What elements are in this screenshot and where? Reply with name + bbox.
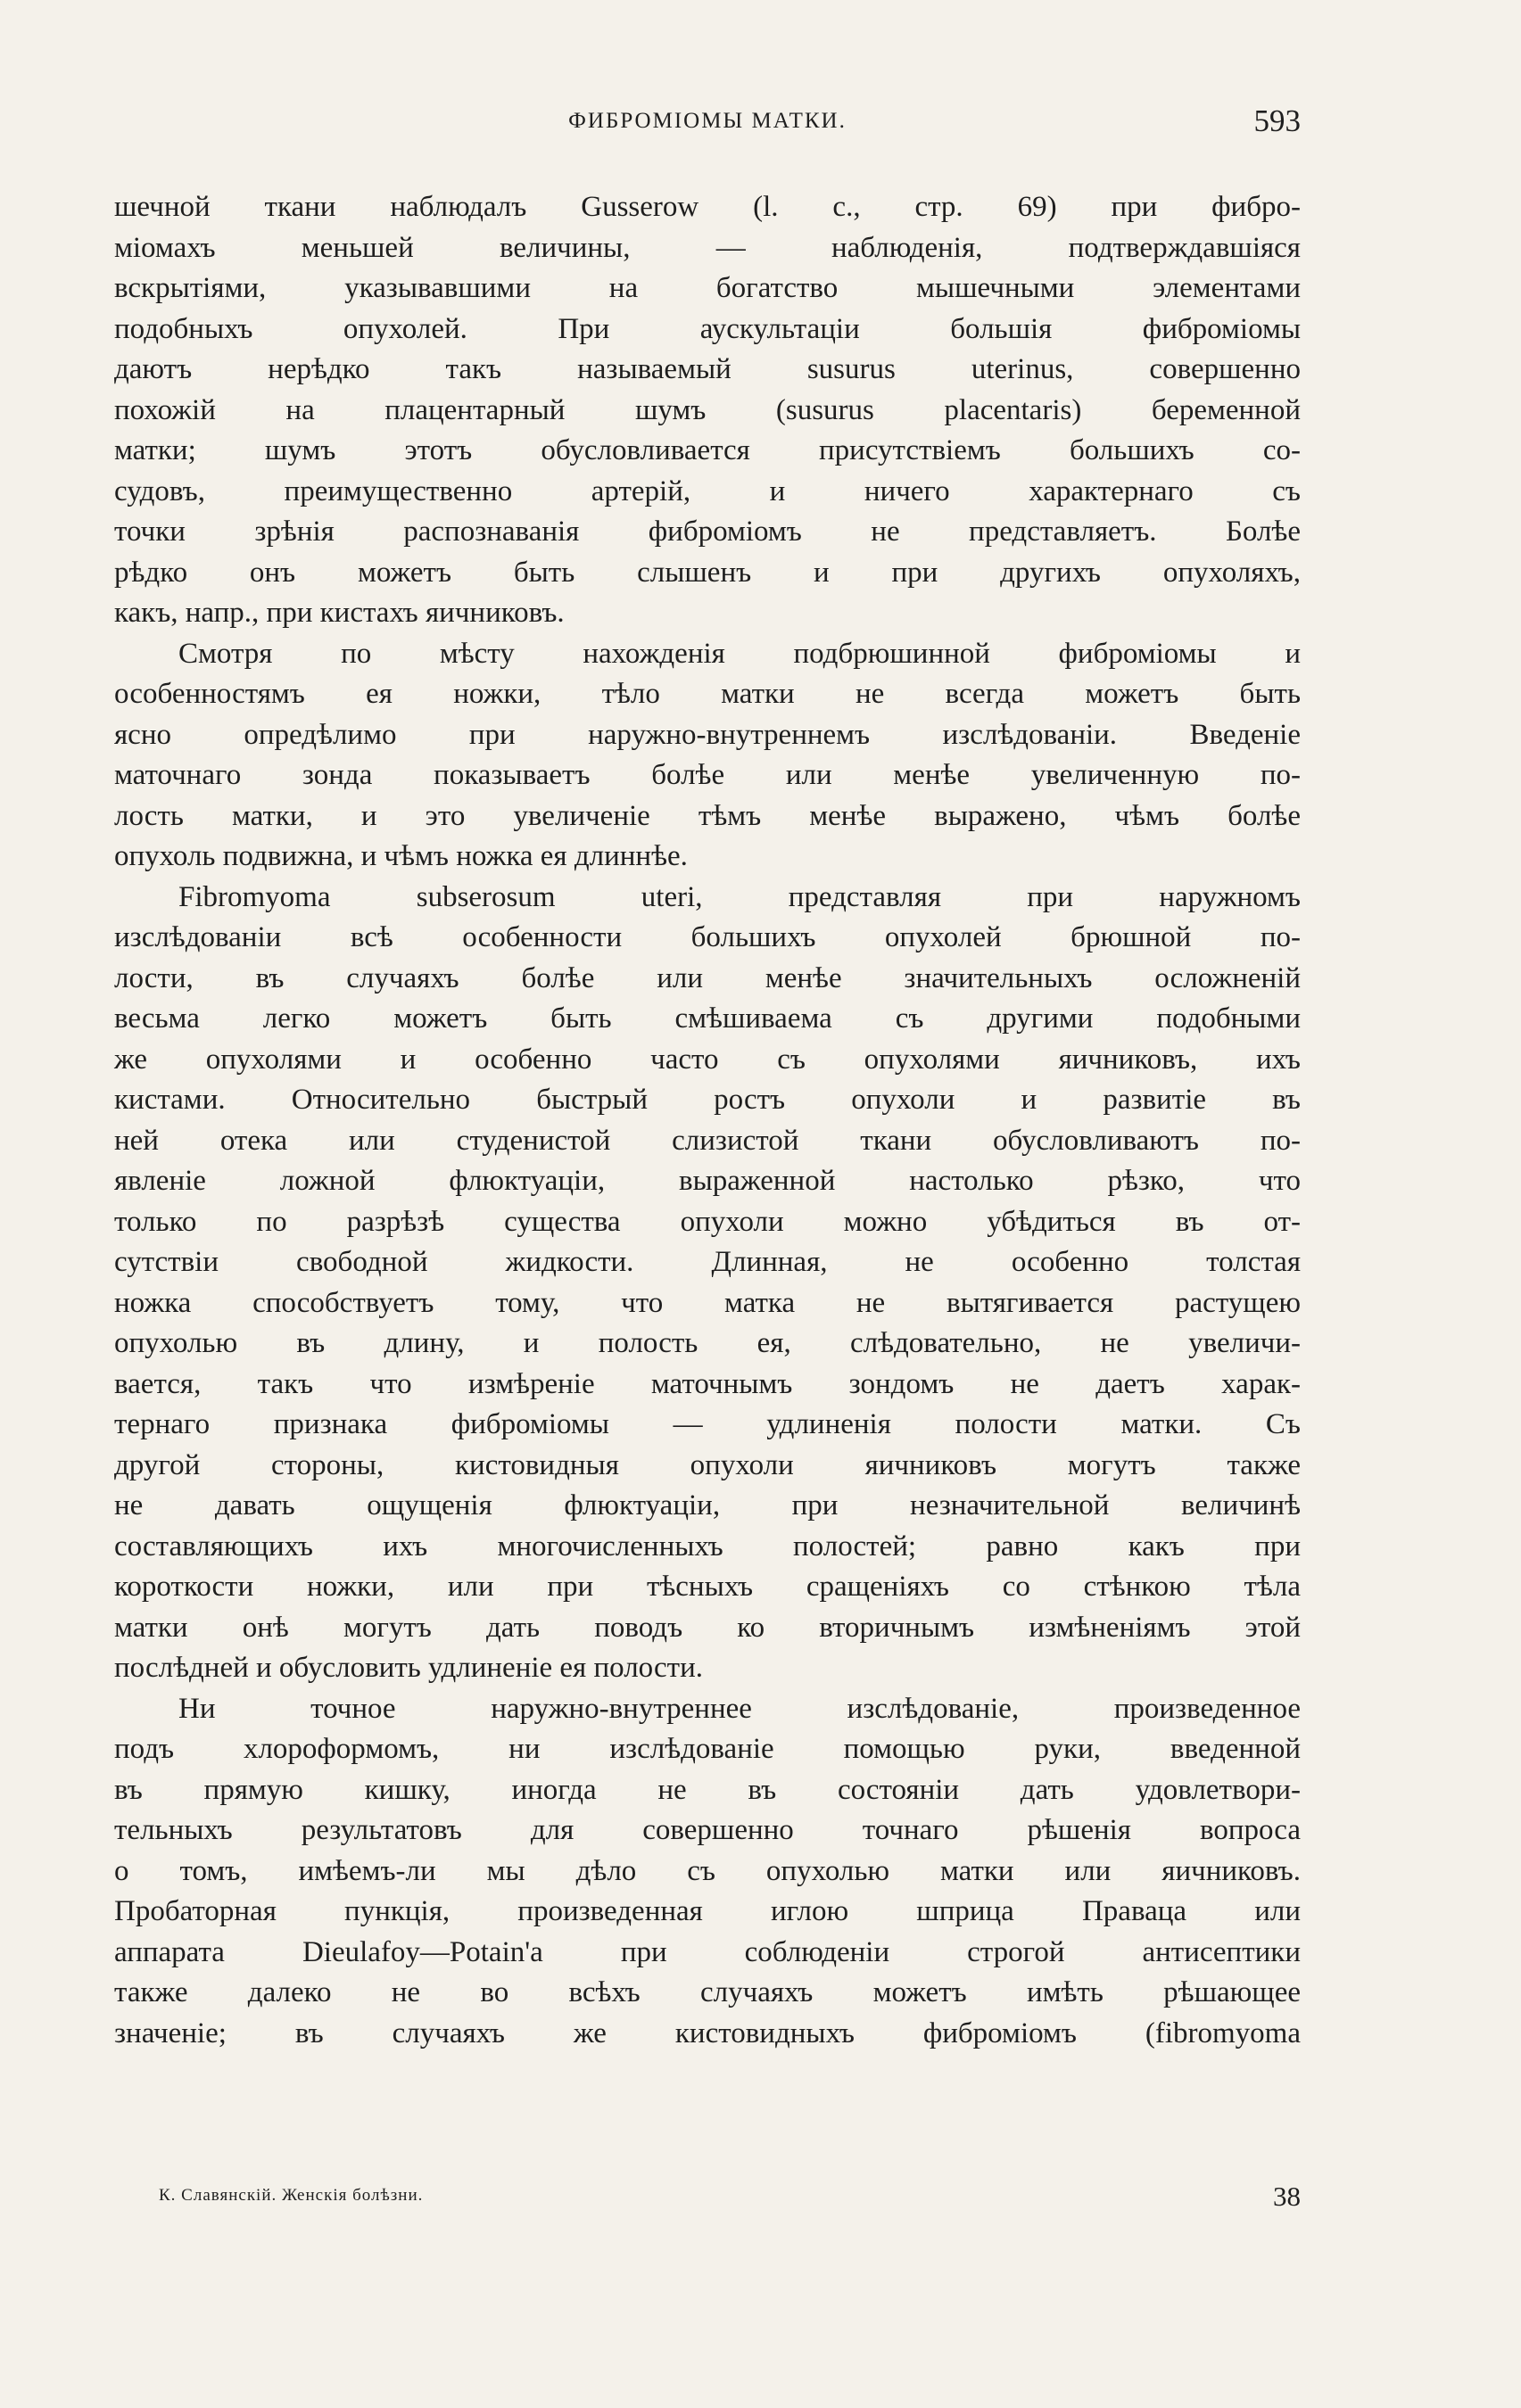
text-line: короткости ножки, или при тѣсныхъ сращеніяхъ со стѣнкою тѣла: [114, 1571, 1301, 1603]
text-line: вается, такъ что измѣреніе маточнымъ зондомъ не даетъ харак-: [114, 1367, 1301, 1400]
text-line: же опухолями и особенно часто съ опухолями яичниковъ, ихъ: [114, 1043, 1301, 1076]
text-line: Ни точное наружно-внутреннее изслѣдованіе, произведенное: [178, 1692, 1301, 1725]
body-text: [114, 187, 1301, 2054]
paragraph: [114, 634, 1301, 878]
text-line: не давать ощущенія флюктуаціи, при незначительной величинѣ: [114, 1489, 1301, 1521]
text-line: Пробаторная пункція, произведенная иглою шприца Праваца или: [114, 1895, 1301, 1927]
running-title: ФИБРОМІОМЫ МАТКИ.: [568, 109, 847, 133]
paragraph: [114, 878, 1301, 1689]
text-line: рѣдко онъ можетъ быть слышенъ и при другихъ опухоляхъ,: [114, 556, 1301, 589]
text-line: также далеко не во всѣхъ случаяхъ можетъ имѣть рѣшающее: [114, 1976, 1301, 2008]
signature-mark: 38: [1273, 2181, 1301, 2212]
text-line: только по разрѣзѣ существа опухоли можно убѣдиться въ от-: [114, 1205, 1301, 1238]
text-line: лость матки, и это увеличеніе тѣмъ менѣе выражено, чѣмъ болѣе: [114, 799, 1301, 832]
text-line: значеніе; въ случаяхъ же кистовидныхъ фиброміомъ (fibromyoma: [114, 2016, 1301, 2049]
text-line: матки; шумъ этотъ обусловливается присутствіемъ большихъ со-: [114, 434, 1301, 466]
text-line: другой стороны, кистовидныя опухоли яичниковъ могутъ также: [114, 1448, 1301, 1481]
text-line: о томъ, имѣемъ-ли мы дѣло съ опухолью матки или яичниковъ.: [114, 1854, 1301, 1887]
text-line: тернаго признака фиброміомы — удлиненія полости матки. Съ: [114, 1408, 1301, 1440]
paragraph: [114, 1689, 1301, 2055]
text-line: міомахъ меньшей величины, — наблюденія, подтверждавшіяся: [114, 231, 1301, 264]
text-line: ней отека или студенистой слизистой ткани обусловливаютъ по-: [114, 1124, 1301, 1157]
text-line: похожій на плацентарный шумъ (susurus placentaris) беременной: [114, 393, 1301, 426]
text-line: какъ, напр., при кистахъ яичниковъ.: [114, 597, 565, 629]
text-line: Смотря по мѣсту нахожденія подбрюшинной фиброміомы и: [178, 637, 1301, 670]
page-number: 593: [1253, 103, 1301, 138]
text-line: подъ хлороформомъ, ни изслѣдованіе помощью руки, введенной: [114, 1733, 1301, 1765]
text-line: лости, въ случаяхъ болѣе или менѣе значительныхъ осложненій: [114, 961, 1301, 994]
paragraph: [114, 187, 1301, 634]
text-line: сутствіи свободной жидкости. Длинная, не особенно толстая: [114, 1246, 1301, 1278]
text-line: изслѣдованіи всѣ особенности большихъ опухолей брюшной по-: [114, 921, 1301, 953]
text-line: особенностямъ ея ножки, тѣло матки не всегда можетъ быть: [114, 678, 1301, 710]
text-line: тельныхъ результатовъ для совершенно точнаго рѣшенія вопроса: [114, 1814, 1301, 1846]
text-line: Fibromyoma subserosum uteri, представляя при наружномъ: [178, 880, 1301, 913]
text-line: аппарата Dieulafoy—Potain'а при соблюденіи строгой антисептики: [114, 1935, 1301, 1968]
text-line: весьма легко можетъ быть смѣшиваема съ другими подобными: [114, 1002, 1301, 1035]
text-line: даютъ нерѣдко такъ называемый susurus uterinus, совершенно: [114, 353, 1301, 385]
text-line: составляющихъ ихъ многочисленныхъ полостей; равно какъ при: [114, 1530, 1301, 1563]
text-line: кистами. Относительно быстрый ростъ опухоли и развитіе въ: [114, 1084, 1301, 1116]
text-line: матки онѣ могутъ дать поводъ ко вторичнымъ измѣненіямъ этой: [114, 1611, 1301, 1644]
running-head: [114, 103, 1301, 144]
text-line: явленіе ложной флюктуаціи, выраженной настолько рѣзко, что: [114, 1165, 1301, 1197]
text-line: опухолью въ длину, и полость ея, слѣдовательно, не увеличи-: [114, 1327, 1301, 1359]
page-footer: [159, 2181, 1301, 2216]
text-line: послѣдней и обусловить удлиненіе ея полости.: [114, 1652, 703, 1684]
text-line: вскрытіями, указывавшими на богатство мышечными элементами: [114, 272, 1301, 304]
text-line: ясно опредѣлимо при наружно-внутреннемъ изслѣдованіи. Введеніе: [114, 718, 1301, 751]
footer-note: К. Славянскій. Женскія болѣзни.: [159, 2186, 424, 2205]
text-line: судовъ, преимущественно артерій, и ничего характернаго съ: [114, 474, 1301, 507]
text-line: точки зрѣнія распознаванія фиброміомъ не представляетъ. Болѣе: [114, 515, 1301, 548]
text-line: въ прямую кишку, иногда не въ состояніи дать удовлетвори-: [114, 1773, 1301, 1806]
text-line: опухоль подвижна, и чѣмъ ножка ея длиннѣе.: [114, 840, 688, 872]
text-line: шечной ткани наблюдалъ Gusserow (l. c., стр. 69) при фибро-: [114, 191, 1301, 223]
text-line: маточнаго зонда показываетъ болѣе или менѣе увеличенную по-: [114, 759, 1301, 791]
text-line: ножка способствуетъ тому, что матка не вытягивается растущею: [114, 1286, 1301, 1319]
text-line: подобныхъ опухолей. При аускультаціи большія фиброміомы: [114, 312, 1301, 345]
